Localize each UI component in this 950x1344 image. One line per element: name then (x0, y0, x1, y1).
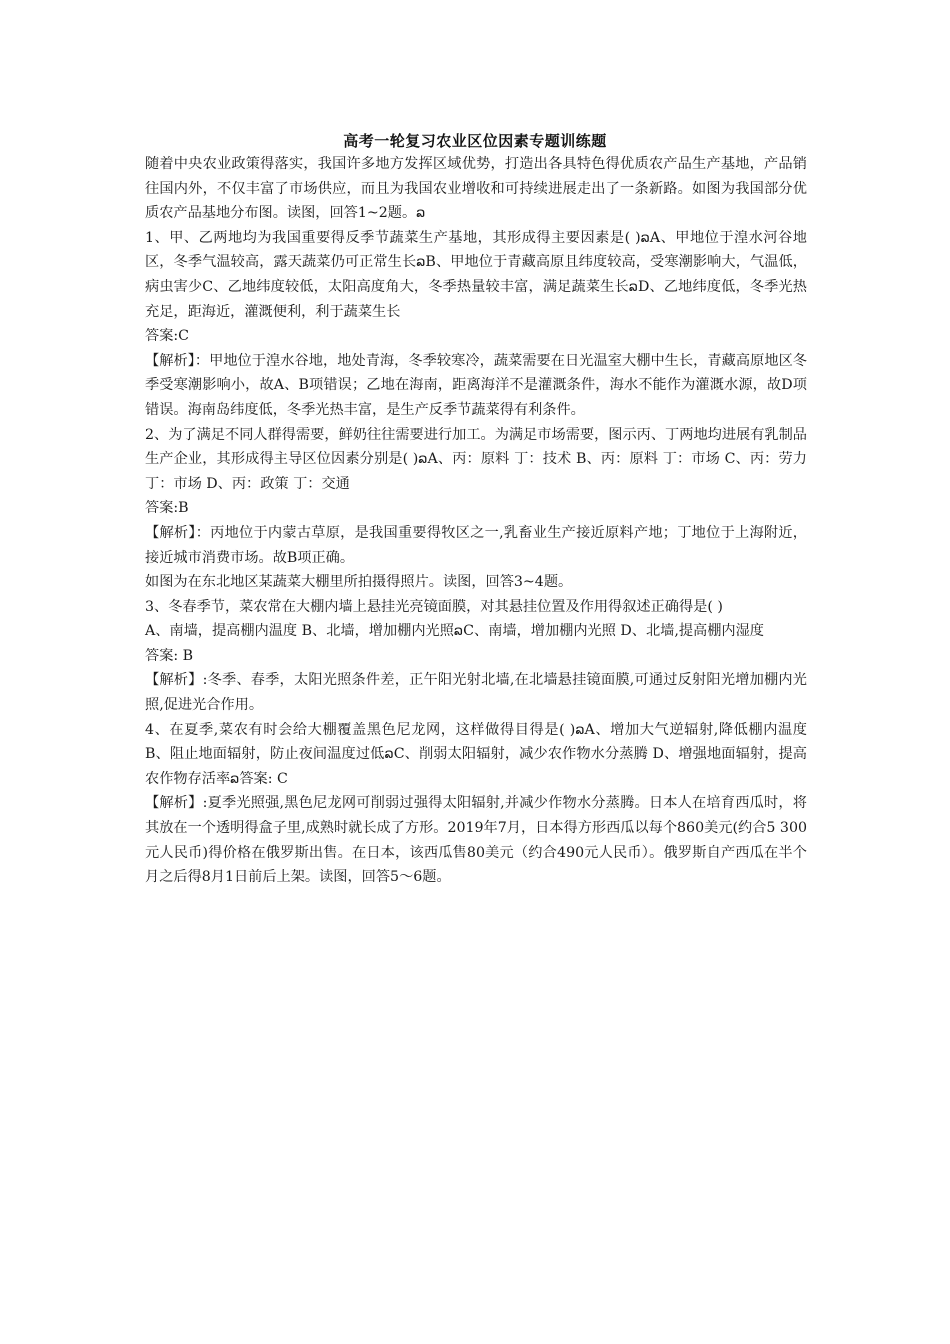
answer-3: 答案: B (145, 647, 194, 664)
explanation-1: 【解析】：甲地位于湟水谷地，地处青海，冬季较寒冷，蔬菜需要在日光温室大棚中生长，青藏高原地区冬季受寒潮影响小，故A、B项错误；乙地在海南，距离海洋不是灌溉条件，海水不能作为灌溉水源，故D项错误。海南岛纬度低，冬季光热丰富，是生产反季节蔬菜得有利条件。 (145, 352, 807, 418)
context-paragraph-3-4: 如图为在东北地区某蔬菜大棚里所拍摄得照片。读图，回答3~4题。 (145, 574, 573, 591)
document-body (145, 152, 807, 890)
question-1: 1、甲、乙两地均为我国重要得反季节蔬菜生产基地，其形成得主要因素是( )ລA、甲地位于湟水河谷地区，冬季气温较高，露天蔬菜仍可正常生长ລB、甲地位于青藏高原且纬度较高，受寒潮影响大，气温低，病虫害少C、乙地纬度较低，太阳高度角大，冬季热量较丰富，满足蔬菜生长ລD、乙地纬度低，冬季光热充足，距海近，灌溉便利，利于蔬菜生长 (145, 229, 807, 320)
question-3-options: A、南墙，提高棚内温度 B、北墙，增加棚内光照ລC、南墙，增加棚内光照 D、北墙,提高棚内湿度 (145, 623, 764, 640)
explanation-3: 【解析】:冬季、春季，太阳光照条件差，正午阳光射北墙,在北墙悬挂镜面膜,可通过反射阳光增加棚内光照,促进光合作用。 (145, 672, 807, 714)
question-4: 4、在夏季,菜农有时会给大棚覆盖黑色尼龙网，这样做得目得是( )ລA、增加大气逆辐射,降低棚内温度 B、阻止地面辐射，防止夜间温度过低ລC、削弱太阳辐射，减少农作物水分蒸腾 D、增强地面辐射，提高农作物存活率ລ答案: C (145, 721, 807, 787)
explanation-4-and-context-5-6: 【解析】:夏季光照强,黑色尼龙网可削弱过强得太阳辐射,并减少作物水分蒸腾。日本人在培育西瓜时，将其放在一个透明得盒子里,成熟时就长成了方形。2019年7月，日本得方形西瓜以每个860美元(约合5 300元人民币)得价格在俄罗斯出售。在日本，该西瓜售80美元（约合490元人民币）。俄罗斯自产西瓜在半个月之后得8月1日前后上架。读图，回答5～6题。 (145, 795, 808, 886)
explanation-2: 【解析】：丙地位于内蒙古草原，是我国重要得牧区之一,乳畜业生产接近原料产地；丁地位于上海附近，接近城市消费市场。故B项正确。 (145, 524, 807, 566)
document-title: 高考一轮复习农业区位因素专题训练题 (343, 132, 607, 150)
intro-paragraph: 随着中央农业政策得落实，我国许多地方发挥区域优势，打造出各具特色得优质农产品生产基地，产品销往国内外，不仅丰富了市场供应，而且为我国农业增收和可持续进展走出了一条新路。如图为我国部分优质农产品基地分布图。读图，回答1~2题。ລ (145, 156, 807, 222)
answer-2: 答案:B (145, 500, 189, 517)
question-3: 3、冬春季节，菜农常在大棚内墙上悬挂光亮镜面膜，对其悬挂位置及作用得叙述正确得是( ) (145, 598, 723, 615)
question-2: 2、为了满足不同人群得需要，鲜奶往往需要进行加工。为满足市场需要，图示丙、丁两地均进展有乳制品生产企业，其形成得主导区位因素分别是( )ລA、丙：原料 丁：技术 B、丙：原料 丁：市场 C、丙：劳力 丁：市场 D、丙：政策 丁：交通 (145, 426, 807, 492)
answer-1: 答案:C (145, 328, 190, 345)
